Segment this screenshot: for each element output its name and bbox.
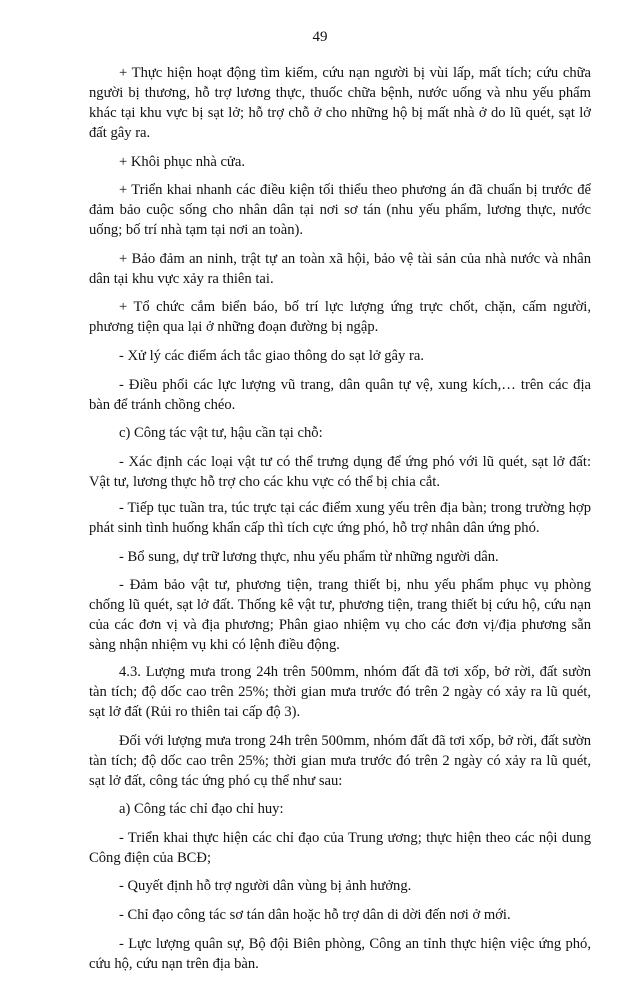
paragraph-equipment-assignment: - Đảm bảo vật tư, phương tiện, trang thiết bị, nhu yếu phẩm phục vụ phòng chống lũ quét, sạt lở đất. Thống kê vật tư, phương tiện, trang thiết bị cứu hộ, cứu nạn của các đơn vị và địa phương; Phân giao nhiệm vụ cho các đơn vị/địa phương sẵn sàng nhận nhiệm vụ khi có lệnh điều động. bbox=[89, 577, 591, 654]
section-heading-logistics: c) Công tác vật tư, hậu cần tại chỗ: bbox=[119, 425, 323, 442]
paragraph-response-intro: Đối với lượng mưa trong 24h trên 500mm, nhóm đất đã tơi xốp, bở rời, đất sườn tàn tích; độ dốc cao trên 25%; thời gian mưa trước đó trên 2 ngày có xảy ra lũ quét, sạt lở đất, công tác ứng phó cụ thể như sau: bbox=[89, 732, 591, 789]
page-number: 49 bbox=[312, 29, 328, 45]
paragraph-patrol-duty: - Tiếp tục tuần tra, túc trực tại các điểm xung yếu trên địa bàn; trong trường hợp phát sinh tình huống khẩn cấp thì tích cực ứng phó, hỗ trợ nhân dân ứng phó. bbox=[89, 500, 591, 537]
paragraph-security-order: + Bảo đảm an ninh, trật tự an toàn xã hội, bảo vệ tài sản của nhà nước và nhân dân tại khu vực xảy ra thiên tai. bbox=[89, 250, 591, 287]
paragraph-force-coordination: - Điều phối các lực lượng vũ trang, dân quân tự vệ, xung kích,… trên các địa bàn để tránh chồng chéo. bbox=[89, 376, 591, 413]
section-heading-command: a) Công tác chỉ đạo chỉ huy: bbox=[119, 801, 284, 818]
paragraph-stockpile: - Bổ sung, dự trữ lương thực, nhu yếu phẩm từ những người dân. bbox=[119, 548, 499, 565]
paragraph-minimum-conditions: + Triển khai nhanh các điều kiện tối thiểu theo phương án đã chuẩn bị trước để đảm bảo cuộc sống cho nhân dân tại nơi sơ tán (nhu yếu phẩm, lương thực, nước uống; bố trí nhà tạm tại nơi an toàn). bbox=[89, 182, 591, 239]
paragraph-armed-forces-rescue: - Lực lượng quân sự, Bộ đội Biên phòng, Công an tỉnh thực hiện việc ứng phó, cứu hộ, cứu nạn trên địa bàn. bbox=[89, 935, 591, 972]
document-body bbox=[89, 63, 591, 982]
paragraph-traffic-congestion: - Xử lý các điểm ách tắc giao thông do sạt lở gây ra. bbox=[119, 347, 424, 364]
paragraph-central-directives: - Triển khai thực hiện các chỉ đạo của Trung ương; thực hiện theo các nội dung Công điện của BCĐ; bbox=[89, 829, 591, 866]
paragraph-evacuation-direction: - Chỉ đạo công tác sơ tán dân hoặc hỗ trợ dân di dời đến nơi ở mới. bbox=[119, 906, 511, 923]
section-heading-4-3: 4.3. Lượng mưa trong 24h trên 500mm, nhóm đất đã tơi xốp, bở rời, đất sườn tàn tích; độ dốc cao trên 25%; thời gian mưa trước đó trên 2 ngày có xảy ra lũ quét, sạt lở đất (Rủi ro thiên tai cấp độ 3). bbox=[89, 663, 591, 720]
paragraph-supplies-requisition: - Xác định các loại vật tư có thể trưng dụng để ứng phó với lũ quét, sạt lở đất: Vật tư, lương thực hỗ trợ cho các khu vực có thể bị chia cắt. bbox=[89, 453, 591, 490]
paragraph-restore-houses: + Khôi phục nhà cửa. bbox=[119, 153, 245, 170]
paragraph-rescue-relief: + Thực hiện hoạt động tìm kiếm, cứu nạn người bị vùi lấp, mất tích; cứu chữa người bị thương, hỗ trợ lương thực, thuốc chữa bệnh, nước uống và nhu yếu phẩm khác tại khu vực bị sạt lở; hỗ trợ chỗ ở cho những hộ bị mất nhà ở do lũ quét, sạt lở đất gây ra. bbox=[89, 65, 591, 141]
paragraph-signs-checkpoints: + Tổ chức cắm biển báo, bố trí lực lượng ứng trực chốt, chặn, cấm người, phương tiện qua lại ở những đoạn đường bị ngập. bbox=[89, 299, 591, 336]
paragraph-support-decision: - Quyết định hỗ trợ người dân vùng bị ảnh hưởng. bbox=[119, 878, 412, 895]
